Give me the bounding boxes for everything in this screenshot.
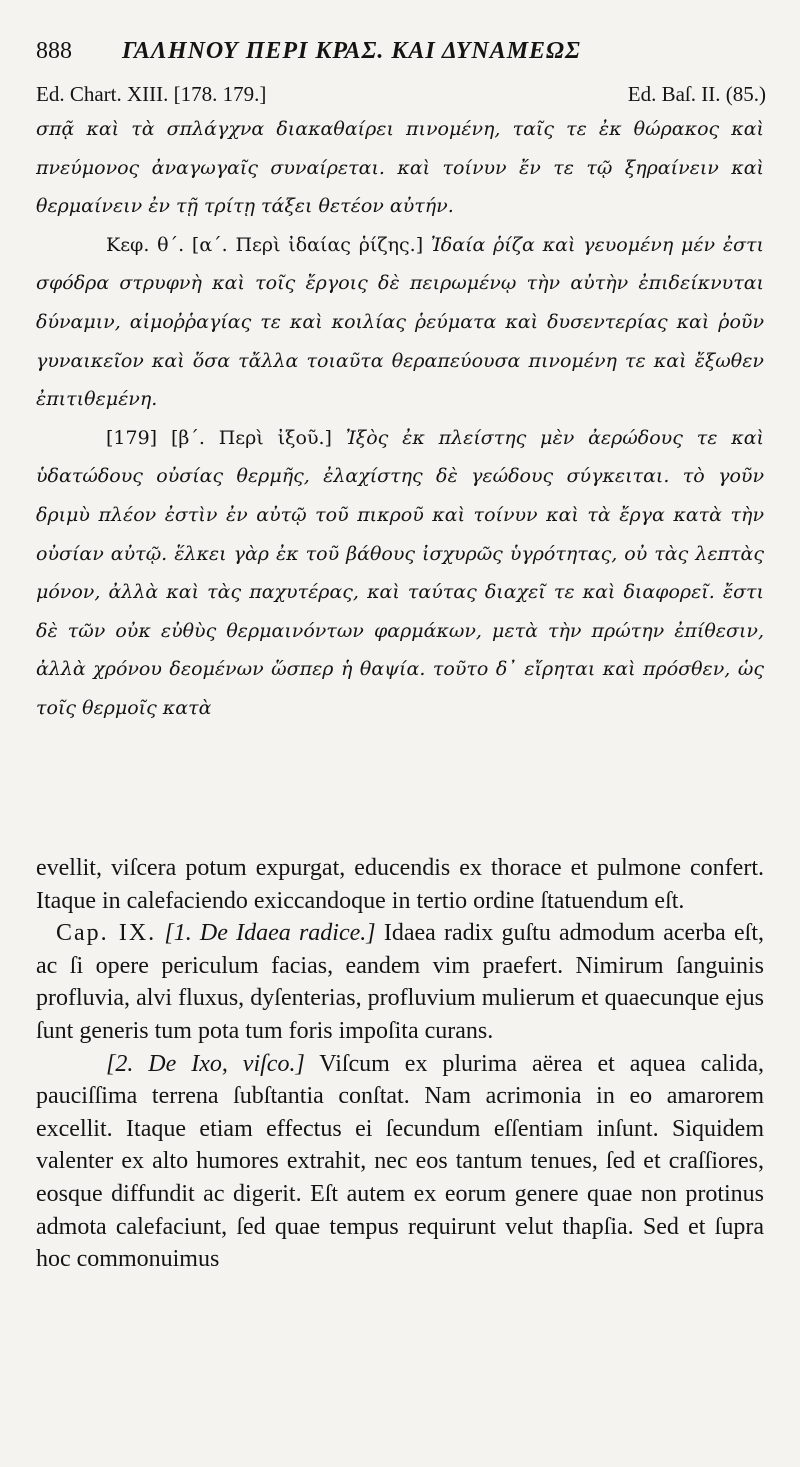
latin-section-heading: [2. De Ixo, viſco.] <box>106 1050 305 1077</box>
edition-reference-right: Ed. Baſ. II. (85.) <box>627 82 766 106</box>
greek-paragraph <box>36 419 764 728</box>
running-title: ΓΑΛΗΝΟΥ ΠΕΡΙ ΚΡΑΣ. ΚΑΙ ΔΥΝΑΜΕΩΣ <box>122 38 581 64</box>
latin-text-block <box>36 852 764 1276</box>
greek-chapter-heading: Κεφ. θ΄. [α΄. Περὶ ἰδαίας ῥίζης.] <box>106 233 424 256</box>
greek-chapter-text: Ἰδαία ῥίζα καὶ γευομένη μέν ἐστι σφόδρα στρυφνὴ καὶ τοῖς ἔργοις δὲ πειρωμένῳ τὴν αὐτὴν ἐπιδείκνυται δύναμιν, αἱμοῤῥαγίας τε καὶ κοιλίας ῥεύματα καὶ δυσεντερίας καὶ ῥοῦν γυναικεῖον καὶ ὅσα τἄλλα τοιαῦτα θεραπεύουσα πινομένη τε καὶ ἔξωθεν ἐπιτιθεμένη. <box>36 233 764 411</box>
greek-paragraph <box>36 226 764 419</box>
latin-chapter-number: Cap. IX. <box>56 920 157 947</box>
latin-paragraph: evellit, viſcera potum expurgat, educendis ex thorace et pulmone confert. Itaque in calefaciendo exiccandoque in tertio ordine ſtatuendum eſt. <box>36 855 764 914</box>
latin-chapter-text: Idaea radix guſtu admodum acerba eſt, ac ſi opere periculum facias, eandem vim praefert. Nimirum ſanguinis profluvia, alvi fluxus, dyſenterias, profluvium mulierum et quaecunque ejus ſunt generis tum pota tum foris impoſita curans. <box>36 920 765 1044</box>
latin-section-text: Viſcum ex plurima aërea et aquea calida, pauciſſima terrena ſubſtantia conſtat. Nam acrimonia in eo amarorem excellit. Itaque etiam effectus ei ſecundum eſſentiam inſunt. Siquidem valenter ex alto humores extrahit, nec eos tantum tenues, ſed et craſſiores, eosque diffundit ac digerit. Eſt autem ex eorum genere quae non protinus admota calefaciunt, ſed quae tempus requirunt velut thapſia. Sed et ſupra hoc commonuimus <box>36 1050 764 1273</box>
greek-paragraph: σπᾷ καὶ τὰ σπλάγχνα διακαθαίρει πινομένη, ταῖς τε ἐκ θώρακος καὶ πνεύμονος ἀναγωγαῖς συναίρεται. καὶ τοίνυν ἔν τε τῷ ξηραίνειν καὶ θερμαίνειν ἐν τῇ τρίτῃ τάξει θετέον αὐτήν. <box>36 118 764 218</box>
greek-section-heading: [179] [β΄. Περὶ ἰξοῦ.] <box>106 426 332 449</box>
greek-text-block <box>36 110 764 728</box>
greek-section-text: Ἰξὸς ἐκ πλείστης μὲν ἀερώδους τε καὶ ὑδατώδους οὐσίας θερμῆς, ἐλαχίστης δὲ γεώδους σύγκειται. τὸ γοῦν δριμὺ πλέον ἐστὶν ἐν αὐτῷ τοῦ πικροῦ καὶ τοίνυν καὶ τὰ ἔργα κατὰ τὴν οὐσίαν αὐτῷ. ἕλκει γὰρ ἐκ τοῦ βάθους ἰσχυρῶς ὑγρότητας, οὐ τὰς λεπτὰς μόνον, ἀλλὰ καὶ τὰς παχυτέρας, καὶ ταύτας διαχεῖ τε καὶ διαφορεῖ. ἔστι δὲ τῶν οὐκ εὐθὺς θερμαινόντων φαρμάκων, μετὰ τὴν πρώτην ἐπίθεσιν, ἀλλὰ χρόνου δεομένων ὥσπερ ἡ θαψία. τοῦτο δ᾽ εἴρηται καὶ πρόσθεν, ὡς τοῖς θερμοῖς κατὰ <box>36 426 764 719</box>
running-header <box>36 38 776 65</box>
latin-paragraph <box>36 917 764 1047</box>
latin-paragraph <box>36 1048 764 1276</box>
edition-reference-left: Ed. Chart. XIII. [178. 179.] <box>36 82 267 106</box>
page-number: 888 <box>36 38 72 64</box>
latin-chapter-heading: [1. De Idaea radice.] <box>164 920 376 947</box>
